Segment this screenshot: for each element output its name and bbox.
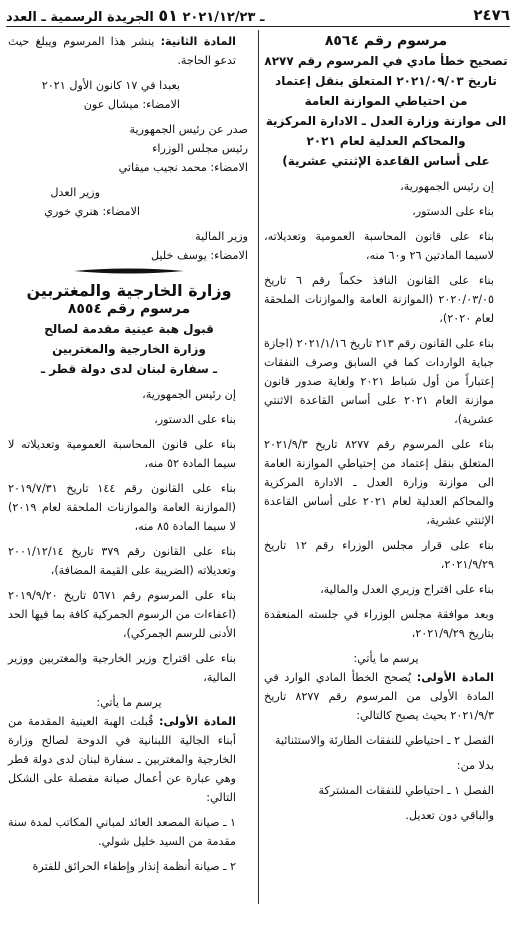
article-text: يُصحح الخطأ المادي الوارد في المادة الأولى من المرسوم رقم ٨٢٧٧ تاريخ ٢٠٢١/٩/٣ بحيث يصبح كالتالي: — [264, 671, 494, 722]
article-two — [8, 32, 250, 70]
right-column — [264, 32, 508, 825]
article-one — [264, 668, 508, 725]
decree-subtitle-line: الى موازنة وزارة العدل ـ الادارة المركزية — [265, 114, 507, 128]
preamble-paragraph: بناء على القانون رقم ١٤٤ تاريخ ٢٠١٩/٧/٣١ (الموازنة العامة والموازنات الملحقة لعام ٢٠١٩) لا سيما المادة ٨٥ منه، — [8, 482, 237, 533]
decrees-line: يرسم ما يأتي: — [96, 696, 162, 709]
decree-subtitle-line: من احتياطي الموازنة العامة — [304, 94, 468, 108]
preamble-paragraph: بناء على اقتراح وزير الخارجية والمغتربين ووزير المالية، — [8, 652, 236, 684]
intro-line: إن رئيس الجمهورية، — [400, 180, 494, 193]
article-label: المادة الأولى: — [416, 671, 494, 684]
issued-by: صدر عن رئيس الجمهورية — [129, 123, 248, 136]
decree-subtitle-line: وزارة الخارجية والمغتربين — [52, 342, 206, 356]
decree-subtitle-line: ـ سفارة لبنان لدى دولة قطر ـ — [40, 362, 218, 376]
place-date: بعبدا في ١٧ كانون الأول ٢٠٢١ — [41, 79, 180, 92]
pm-signature: الامضاء: محمد نجيب ميقاتي — [118, 161, 248, 174]
article-label: المادة الأولى: — [158, 715, 237, 728]
preamble-paragraph: بناء على قانون المحاسبة العمومية وتعديلاته، لاسيما المادتين ٢٦ و٦٠ منه، — [264, 230, 494, 262]
header-gazette-info — [6, 6, 264, 25]
decree-title: مرسوم رقم ٨٥٦٤ — [324, 33, 448, 49]
article-text: ينشر هذا المرسوم ويبلغ حيث تدعو الحاجة. — [8, 35, 236, 67]
pm-title: رئيس مجلس الوزراء — [152, 142, 248, 155]
chapter-line: الفصل ١ ـ احتياطي للنفقات المشتركة — [318, 784, 494, 797]
left-column — [8, 32, 250, 876]
preamble-paragraph: بناء على اقتراح وزيري العدل والمالية، — [320, 583, 494, 596]
preamble-paragraph: بناء على القانون النافذ حكماً رقم ٦ تاريخ ٢٠٢٠/٠٣/٠٥ (الموازنة العامة والموازنات الملحقة لعام ٢٠٢٠)، — [264, 274, 494, 325]
header-date: ـ ٢٠٢١/١٢/٢٣ — [182, 9, 265, 25]
article-text: قُبلت الهبة العينية المقدمة من أبناء الجالية اللبنانية في الدوحة لصالح وزارة الخارجية والمغتربين ـ سفارة لبنان لدى دولة قطر وهي عبارة عن أعمال صيانة مفصلة على الشكل التالي: — [8, 715, 236, 804]
section-title: وزارة الخارجية والمغتربين — [26, 281, 232, 300]
article-label: المادة الثانية: — [160, 35, 237, 48]
page-number: ٢٤٧٦ — [473, 6, 510, 24]
article-one — [8, 712, 250, 807]
preamble-paragraph: بناء على المرسوم رقم ٨٢٧٧ تاريخ ٢٠٢١/٩/٣ المتعلق بنقل إعتماد من إحتياطي الموازنة العامة الى موازنة وزارة العدل ـ الادارة المركزية والمحاكم العدلية لعام ٢٠٢١ على أساس القاعدة الإثنتي عشرية، — [264, 438, 494, 527]
decree-title: مرسوم رقم ٨٥٥٤ — [67, 301, 191, 317]
section-ornament — [74, 267, 184, 275]
header-issue-number: ٥١ — [158, 5, 178, 25]
decrees-line: يرسم ما يأتي: — [353, 652, 419, 665]
list-item: ٢ ـ صيانة أنظمة إنذار وإطفاء الحرائق للفترة — [32, 860, 236, 873]
preamble-paragraph: بناء على الدستور، — [154, 413, 236, 426]
preamble-paragraph: بناء على قرار مجلس الوزراء رقم ١٢ تاريخ ٢٠٢١/٩/٢٩، — [264, 539, 494, 571]
column-divider — [258, 30, 259, 904]
justice-signature: الامضاء: هنري خوري — [44, 205, 140, 218]
preamble-paragraph: وبعد موافقة مجلس الوزراء في جلسته المنعقدة بتاريخ ٢٠٢١/٩/٢٩، — [264, 608, 494, 640]
finance-title: وزير المالية — [195, 230, 248, 243]
preamble-paragraph: بناء على القانون رقم ٣٧٩ تاريخ ٢٠٠١/١٢/١٤ وتعديلاته (الضريبة على القيمة المضافة)، — [8, 545, 236, 577]
preamble-paragraph: بناء على الدستور، — [412, 205, 494, 218]
header-gazette-name: الجريدة الرسمية ـ العدد — [6, 9, 154, 25]
finance-signature: الامضاء: يوسف خليل — [150, 249, 248, 262]
preamble-paragraph: بناء على المرسوم رقم ٥٦٧١ تاريخ ٢٠١٩/٩/٢٠ (اعفاءات من الرسوم الجمركية كافة بما فيها الحد الأدنى للرسم الجمركي)، — [8, 589, 236, 640]
decree-subtitle-line: على أساس القاعدة الإثنتي عشرية) — [282, 154, 490, 168]
list-item: ١ ـ صيانة المصعد العائد لمباني المكاتب لمدة سنة مقدمة من السيد خليل شولي. — [8, 816, 236, 848]
president-signature: الامضاء: ميشال عون — [83, 98, 180, 111]
preamble-paragraph: بناء على القانون رقم ٢١٣ تاريخ ٢٠٢١/١/١٦ (اجازة جباية الواردات كما في السابق وصرف النفقات إعتباراً من أول شباط ٢٠٢١ ولغاية صدور قانون موازنة العام ٢٠٢١ على أساس القاعدة الاثنتي عشرية)، — [264, 337, 494, 426]
decree-subtitle-line: تصحيح خطأ مادي في المرسوم رقم ٨٢٧٧ — [264, 54, 508, 68]
chapter-line: الفصل ٢ ـ احتياطي للنفقات الطارئة والاستثنائية — [274, 734, 494, 747]
preamble-paragraph: بناء على قانون المحاسبة العمومية وتعديلاته لا سيما المادة ٥٢ منه، — [8, 438, 236, 470]
justice-title: وزير العدل — [50, 186, 100, 199]
decree-subtitle-line: قبول هبة عينية مقدمة لصالح — [44, 322, 214, 336]
instead-line: بدلا من: — [456, 759, 494, 772]
decree-subtitle-line: تاريخ ٢٠٢١/٠٩/٠٣ المتعلق بنقل إعتماد — [275, 74, 497, 88]
intro-line: إن رئيس الجمهورية، — [142, 388, 236, 401]
remainder-line: والباقي دون تعديل. — [405, 809, 494, 822]
page-header — [6, 4, 510, 27]
decree-subtitle-line: والمحاكم العدلية لعام ٢٠٢١ — [306, 134, 466, 148]
